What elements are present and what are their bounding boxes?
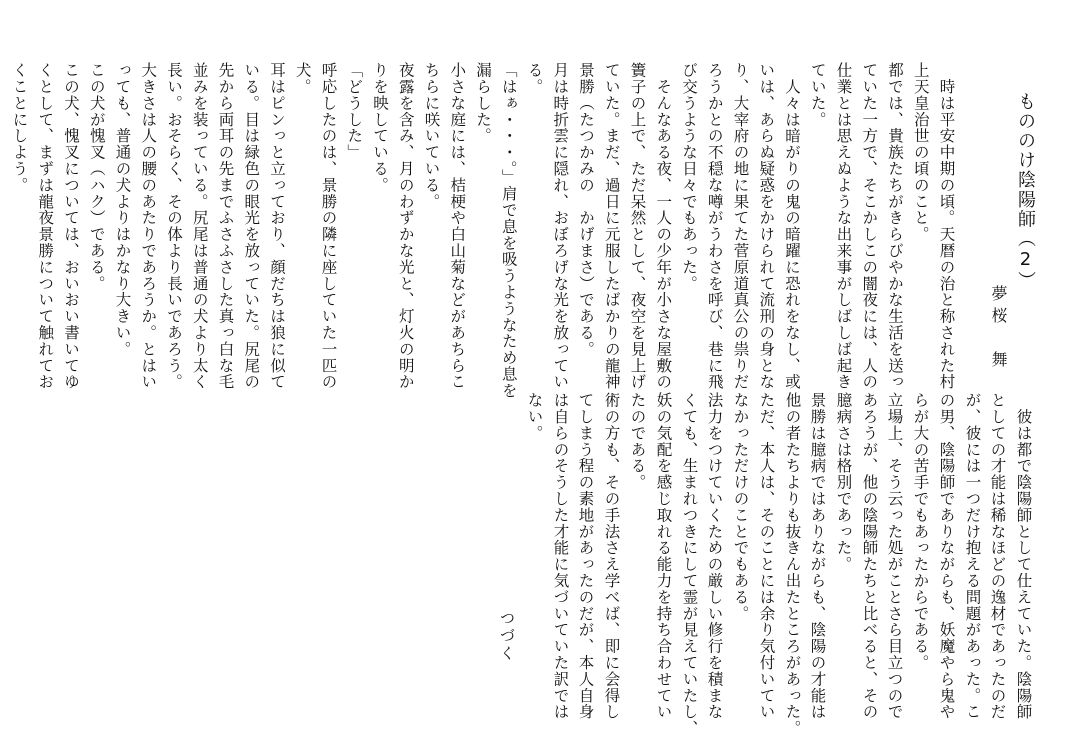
text-line: 景勝（たつかみの かげまさ）である。 xyxy=(577,62,595,358)
text-line: 呼応したのは、景勝の隣に座していた一匹の xyxy=(319,62,338,390)
text-line: いる。目は緑色の眼光を放っていた。尻尾の xyxy=(242,62,261,390)
text-line: る。 xyxy=(525,62,544,95)
author-name: 夢桜 舞 xyxy=(989,285,1008,373)
text-line: 彼は都で陰陽師として仕えていた。陰陽師 xyxy=(1014,392,1033,720)
story-title: もののけ陰陽師（2） xyxy=(1015,92,1036,291)
text-line: たのである。 xyxy=(628,392,647,491)
text-line: ろうかとの不穏な噂がうわさを呼び、巷に飛 xyxy=(705,62,724,390)
text-line: 先から両耳の先までふさふさした真っ白な毛 xyxy=(216,62,235,390)
text-line: が、彼には一つだけ抱える問題があった。こ xyxy=(963,392,982,720)
text-line: らが大の苦手でもあったからである。 xyxy=(911,392,930,671)
text-line: 漏らした。 xyxy=(474,62,492,144)
text-line: あろうが、他の陰陽師たちと比べると、その xyxy=(860,392,879,720)
text-line: 都では、貴族たちがきらびやかな生活を送っ xyxy=(886,62,904,390)
to-be-continued: つづく xyxy=(497,610,516,663)
text-line: 臆病さは格別であった。 xyxy=(834,392,853,573)
text-line: 法力をつけていくための厳しい修行を積まな xyxy=(705,392,724,720)
text-line: てしまう程の素地があったのだが、本人自身 xyxy=(576,392,595,720)
text-line: 上天皇治世の頃のこと。 xyxy=(911,62,930,243)
text-line: っても、普通の犬よりはかなり大きい。 xyxy=(113,62,132,358)
text-line: この犬が愧叉（ハク）である。 xyxy=(87,62,106,292)
text-line: ていた。 xyxy=(808,62,827,128)
text-line: り、大宰府の地に果てた菅原道真公の祟りだ xyxy=(731,62,750,390)
text-line: 「どうした」 xyxy=(345,62,364,161)
text-line: 簀子の上で、ただ呆然として、夜空を見上げ xyxy=(628,62,647,390)
text-line: 犬。 xyxy=(293,62,312,95)
text-line: の男、陰陽師でありながらも、妖魔やら鬼や xyxy=(937,392,956,720)
text-line: 妖の気配を感じ取れる能力を持ち合わせてい xyxy=(654,392,673,720)
text-line: ちらに咲いている。 xyxy=(422,62,441,210)
text-line: ていた。まだ、過日に元服したばかりの龍神 xyxy=(602,62,621,390)
text-line: 仕業とは思えぬような出来事がしばしば起き xyxy=(834,62,853,390)
text-line: 景勝は臆病ではありながらも、陰陽の才能は xyxy=(808,392,827,720)
text-line: 小さな庭には、桔梗や白山菊などがあちらこ xyxy=(448,62,467,390)
text-line: 術の方も、その手法さえ学べば、即に会得し xyxy=(602,392,621,720)
text-line: くとして、まずは龍夜景勝について触れてお xyxy=(36,62,55,390)
text-line: ない。 xyxy=(525,392,544,442)
text-line: 「はぁ・・・。」肩で息を吸うようなため息を xyxy=(499,62,518,399)
text-line: くことにしよう。 xyxy=(10,62,29,194)
text-line: 夜露を含み、月のわずかな光と、灯火の明か xyxy=(396,62,415,390)
text-line: くても、生まれつきにして霊が見えていたし、 xyxy=(680,392,699,736)
text-line: 並みを装っている。尻尾は普通の犬より太く xyxy=(190,62,209,390)
text-line: 長い。おそらく、その体より長いであろう。 xyxy=(165,62,183,390)
text-line: 人々は暗がりの鬼の暗躍に恐れをなし、或 xyxy=(783,62,801,390)
text-line: この犬、愧叉については、おいおい書いてゆ xyxy=(62,62,80,390)
text-line: なかっただけのことでもある。 xyxy=(731,392,750,622)
text-line: 立場上、そう云った処がことさら目立つので xyxy=(885,392,904,720)
text-line: 時は平安中期の頃。天暦の治と称された村 xyxy=(937,62,956,390)
text-line: 月は時折雲に隠れ、おぼろげな光を放ってい xyxy=(551,62,570,390)
text-line: ていた一方で、そこかしこの闇夜には、人の xyxy=(860,62,879,390)
text-line: りを映している。 xyxy=(371,62,389,194)
text-line: び交うような日々でもあった。 xyxy=(680,62,698,292)
text-line: は自らのそうした才能に気づいていた訳では xyxy=(551,392,570,720)
text-line: いは、あらぬ疑惑をかけられて流刑の身とな xyxy=(757,62,776,390)
text-line: ただ、本人は、そのことには余り気付いてい xyxy=(757,392,776,720)
text-line: 大きさは人の腰のあたりであろうか。とはい xyxy=(139,62,158,390)
text-line: 他の者たちよりも抜きん出たところがあった。 xyxy=(783,392,802,736)
text-line: 耳はピンっと立っており、顔だちは狼に似て xyxy=(268,62,286,390)
text-line: としての才能は稀なほどの逸材であったのだ xyxy=(988,392,1007,720)
text-line: そんなある夜、一人の少年が小さな屋敷の xyxy=(654,62,673,390)
